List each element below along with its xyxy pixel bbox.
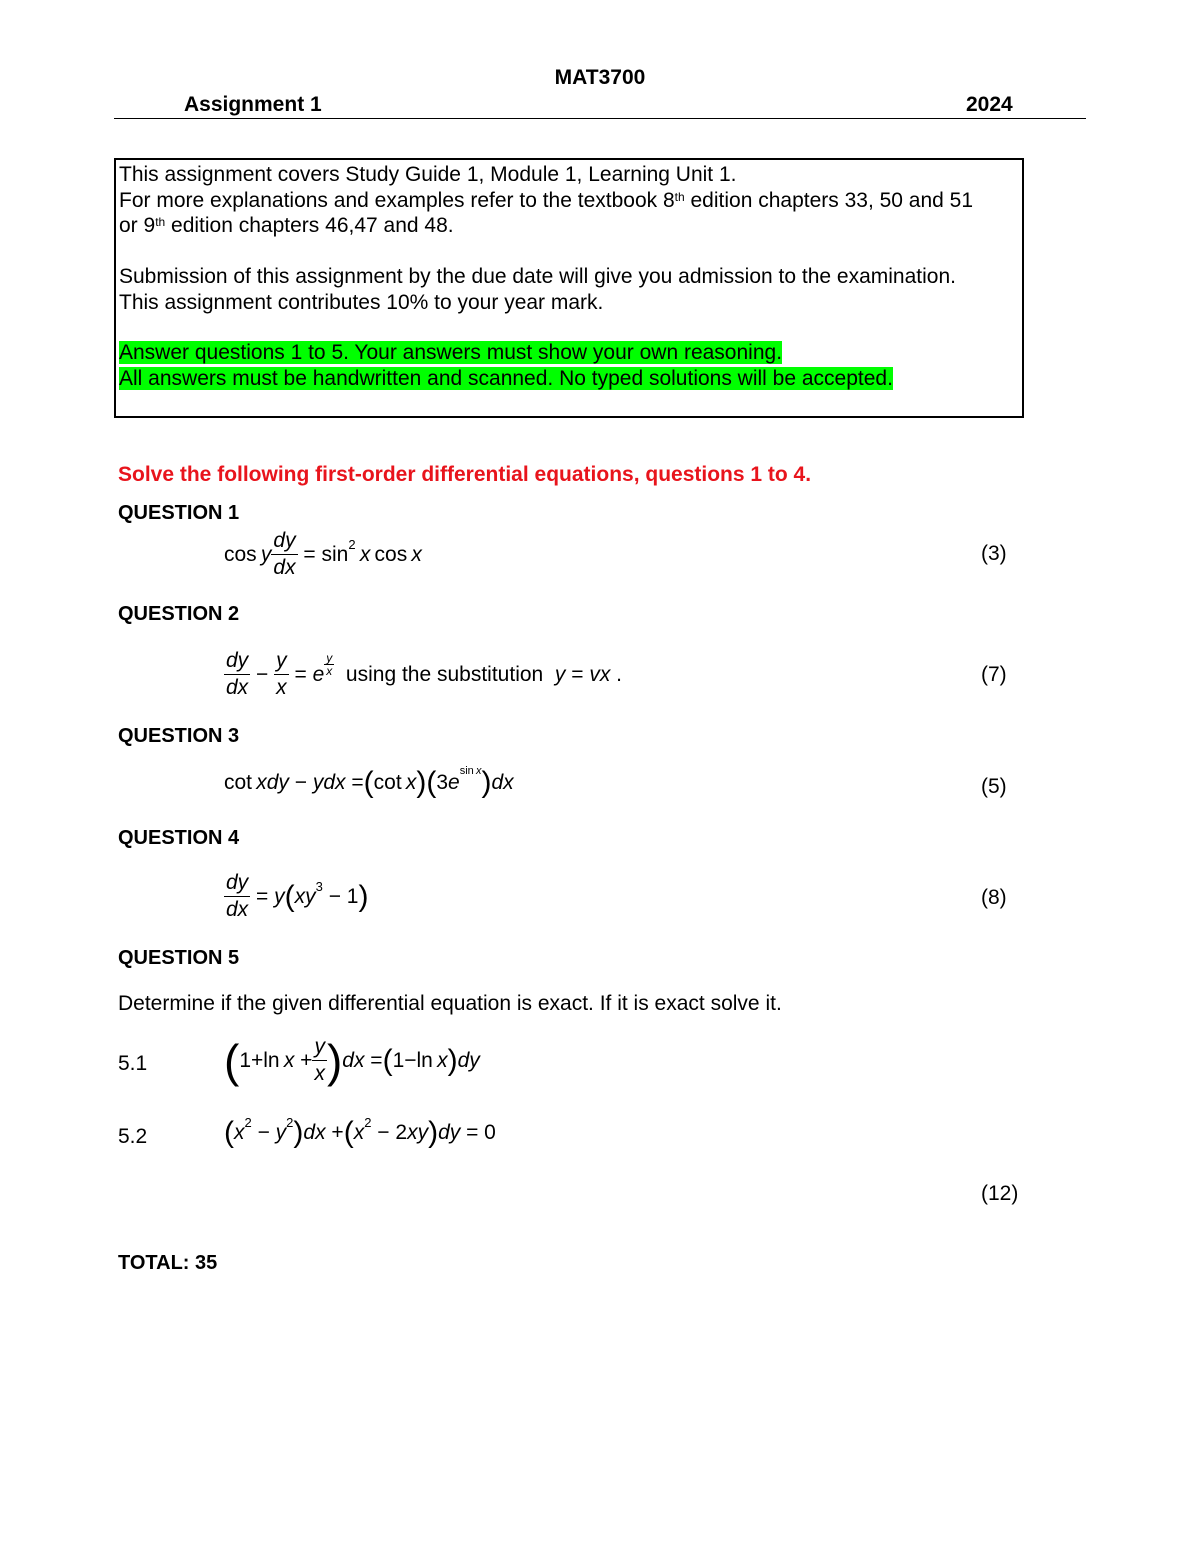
question-5-marks: (12) <box>981 1182 1019 1205</box>
info-line-4: Submission of this assignment by the due date will give you admission to the examination. <box>119 265 956 288</box>
question-1-marks: (3) <box>981 542 1007 565</box>
question-3-label: QUESTION 3 <box>118 725 240 747</box>
part-5-2-equation: ( $x^2 - y^2$ ) dx + ( $x^2 - 2xy$ ) dy = 0 <box>224 1115 496 1149</box>
question-2-equation: $\frac{dy}{dx}$ − $\frac{y}{x}$ = e $\frac{y}{x}$ using the substitution y = vx . <box>226 649 622 699</box>
info-box <box>114 158 1024 418</box>
info-line-3 <box>119 213 454 239</box>
info-line-2 <box>119 188 973 214</box>
info-line-5: This assignment contributes 10% to your year mark. <box>119 291 604 314</box>
info-line-3-text-a: or 9 <box>119 214 156 237</box>
info-highlight-1 <box>119 340 782 366</box>
question-2-label: QUESTION 2 <box>118 603 240 625</box>
question-4-label: QUESTION 4 <box>118 827 240 849</box>
question-3-equation: cot xdy − ydx = ( cot x ) ( $3e^{sin x}$ ) dx <box>224 765 514 799</box>
info-highlight-1-text: Answer questions 1 to 5. Your answers must show your own reasoning. <box>119 341 783 364</box>
instruction: Solve the following first-order differential equations, questions 1 to 4. <box>118 463 812 486</box>
question-5-text: Determine if the given differential equation is exact. If it is exact solve it. <box>118 992 782 1015</box>
info-line-2-text-a: For more explanations and examples refer to the textbook 8 <box>119 189 675 212</box>
question-3-marks: (5) <box>981 775 1007 798</box>
question-4-marks: (8) <box>981 886 1007 909</box>
question-5-label: QUESTION 5 <box>118 947 240 969</box>
info-line-3-sup: th <box>155 215 166 229</box>
info-line-2-sup: th <box>674 190 685 204</box>
course-code: MAT3700 <box>554 66 646 89</box>
question-2-marks: (7) <box>981 663 1007 686</box>
info-line-3-text-b: edition chapters 46,47 and 48. <box>165 214 454 237</box>
question-4-equation: $\frac{dy}{dx}$ = y ( $xy^3 - 1$ ) <box>226 871 369 921</box>
info-highlight-2 <box>119 366 893 392</box>
question-1-equation: cos y $\frac{dy}{dx}$ = $\sin^2 x$ cos x <box>224 529 422 579</box>
info-line-1: This assignment covers Study Guide 1, Module 1, Learning Unit 1. <box>119 163 737 186</box>
total-marks: TOTAL: 35 <box>118 1252 218 1274</box>
part-5-2-number: 5.2 <box>118 1125 148 1148</box>
question-2-text: using the substitution <box>345 662 544 686</box>
part-5-1-number: 5.1 <box>118 1052 148 1075</box>
assignment-year: 2024 <box>966 93 1013 116</box>
info-line-2-text-b: edition chapters 33, 50 and 51 <box>684 189 974 212</box>
part-5-1-equation: ( 1+ln x + $\frac{y}{x}$ ) dx = ( 1−ln x ) dy <box>224 1034 480 1087</box>
header-rule <box>114 118 1086 119</box>
info-highlight-2-text: All answers must be handwritten and scanned. No typed solutions will be accepted. <box>119 367 893 390</box>
question-1-label: QUESTION 1 <box>118 502 240 524</box>
assignment-title: Assignment 1 <box>184 93 322 116</box>
